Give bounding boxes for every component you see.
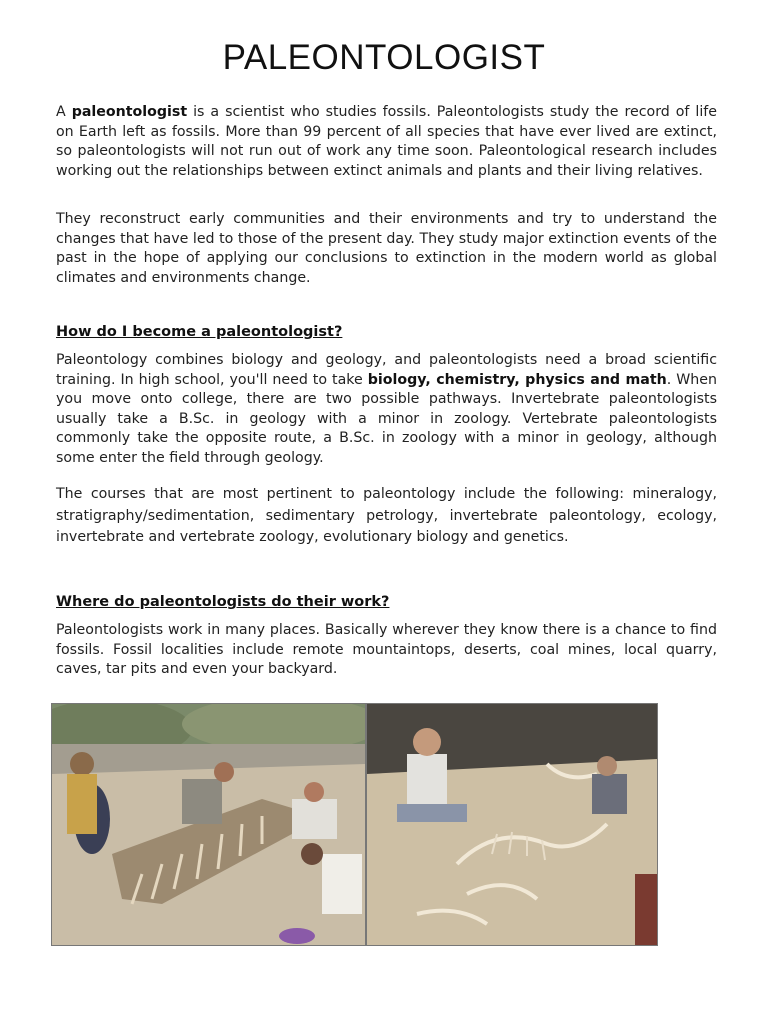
dig-site-display-photo [366,703,658,946]
become-bold-subjects: biology, chemistry, physics and math [367,371,667,388]
intro-paragraph-1 [56,103,717,181]
become-paragraph-2: The courses that are most pertinent to paleontology include the following: mineralogy, stratigraphy/sedimentation, sedimentary petrology, invertebrate paleontology, ecology, invertebrate and vertebrate zoology, evolutionary biology and genetics. [56,486,717,545]
excavation-photo-left-image [52,704,365,945]
intro-bold-term: paleontologist [71,104,188,120]
dig-site-display-image [367,704,657,945]
work-paragraph-1: Paleontologists work in many places. Basically wherever they know there is a chance to find fossils. Fossil localities include remote mountaintops, deserts, coal mines, local quarry, caves, tar pits and even your backyard. [56,622,717,677]
intro-paragraph-2: They reconstruct early communities and their environments and try to understand the changes that have led to those of the present day. They study major extinction events of the past in the hope of applying our conclusions to extinction in the modern world as global climates and environments change. [56,211,717,286]
page-title: PALEONTOLOGIST [222,38,546,77]
become-text-start: Paleontology combines biology and geology, and paleontologists need a broad scientific training. In high school, you'll need to take [56,352,717,388]
section-heading-work: Where do paleontologists do their work? [56,594,390,610]
intro-text-rest: is a scientist who studies fossils. Paleontologists study the record of life on Earth left as fossils. More than 99 percent of all species that have ever lived are extinct, so paleontologists will not run out of work any time soon. Paleontological research includes working out the relationships between extinct animals and plants and their living relatives. [56,104,717,179]
become-paragraph-1 [56,351,717,468]
section-heading-become: How do I become a paleontologist? [56,324,343,340]
become-text-rest: . When you move onto college, there are two possible pathways. Invertebrate paleontologists usually take a B.Sc. in geology with a minor in zoology. Vertebrate paleontologists commonly take the opposite route, a B.Sc. in zoology with a minor in geology, although some enter the field through geology. [56,371,717,466]
excavation-photo-left [51,703,366,946]
intro-text-start: A [56,104,72,120]
